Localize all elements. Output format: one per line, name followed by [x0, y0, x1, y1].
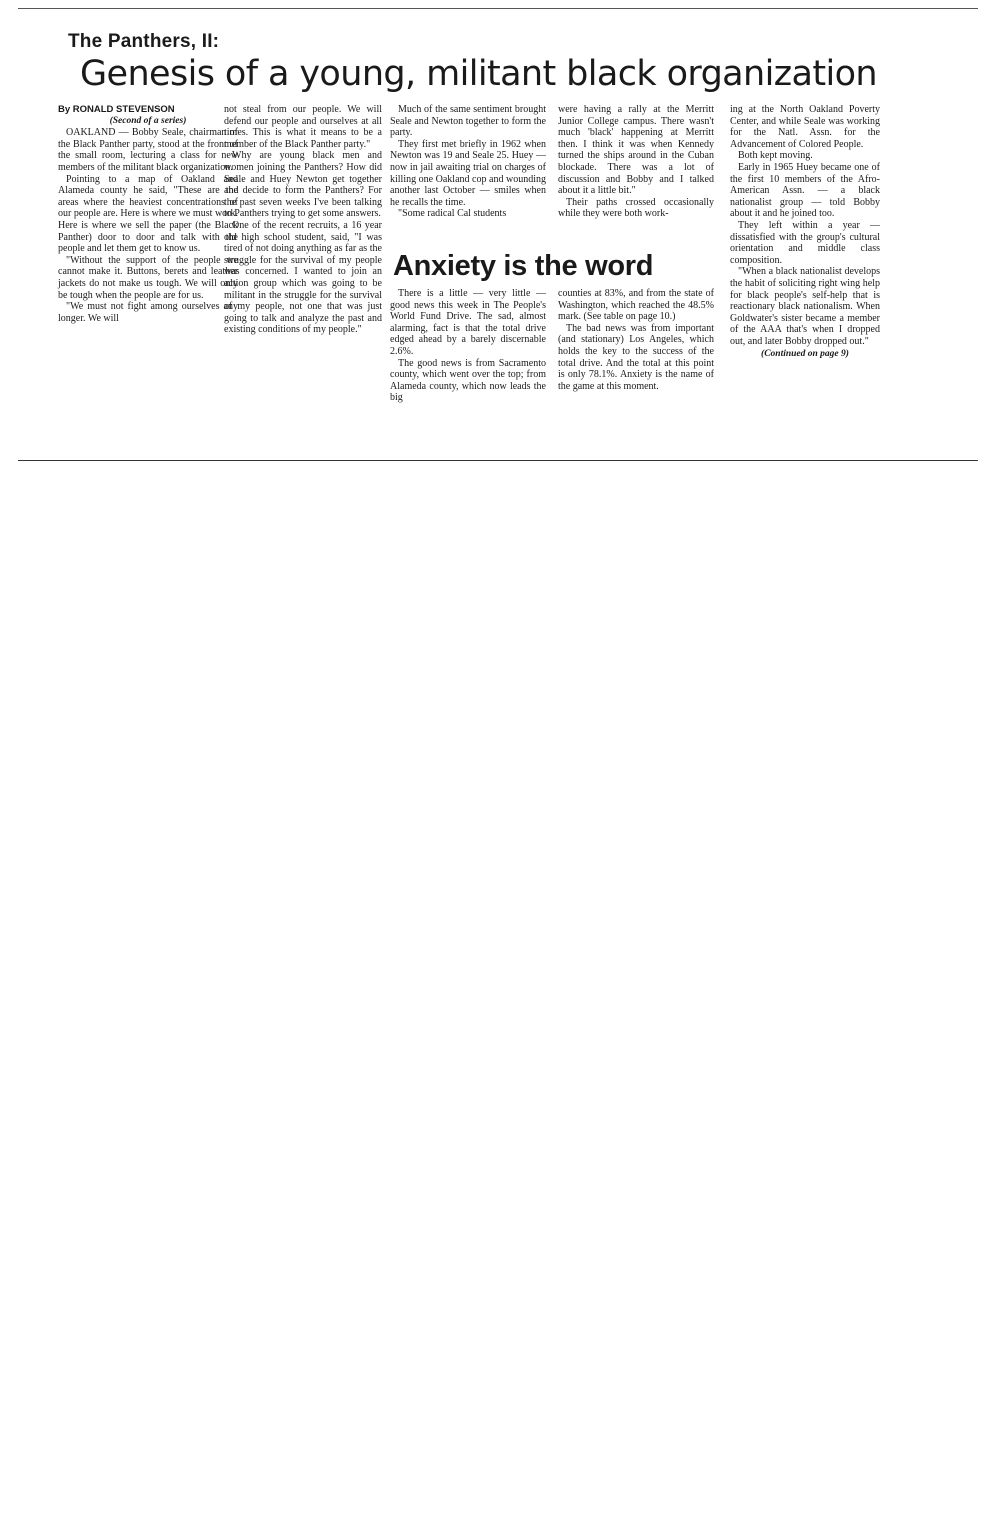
- paragraph: Much of the same sentiment brought Seale and Newton together to form the party.: [390, 104, 546, 139]
- kicker: The Panthers, II:: [68, 31, 220, 52]
- paragraph: "Some radical Cal students: [398, 208, 507, 220]
- paragraph: ing at the North Oakland Poverty Center, and while Seale was working for the Natl. Assn. for the Advancement of Colored People.: [730, 104, 880, 150]
- continued-note: (Continued on page 9): [761, 349, 849, 360]
- paragraph: Both kept moving.: [738, 150, 813, 162]
- paragraph: "When a black nationalist develops the habit of soliciting right wing help for black people's self-help that is reactionary black nationalism. When Goldwater's sister became a member of the AAA that's when I dropped out, and later Bobby dropped out.": [730, 266, 880, 347]
- article-column-1: [58, 104, 238, 324]
- paragraph: There is a little — very little — good news this week in The People's World Fund Drive. The sad, almost alarming, fact is that the total drive edged ahead by a barely discernable 2.6%.: [390, 288, 546, 357]
- paragraph: Their paths crossed occasionally while they were both work-: [558, 196, 714, 220]
- paragraph: Why are young black men and women joining the Panthers? How did Seale and Huey Newton get together and decide to form the Panthers? For the past seven weeks I've been talking to Panthers trying to get some answers.: [224, 150, 382, 220]
- article-column-3: [390, 104, 546, 220]
- newspaper-clipping: [18, 6, 978, 464]
- paragraph: were having a rally at the Merritt Junior College campus. There wasn't much 'black' happening at Merritt then. I think it was when Kennedy turned the ships around in the Cuban blockade. There was a lot of discussion and Bobby and I talked about it a little bit.": [558, 104, 714, 197]
- paragraph: The bad news was from important (and stationary) Los Angeles, which holds the key to the success of the total drive. And the total at this point is only 78.1%. Anxiety is the name of the game at this moment.: [558, 322, 714, 392]
- paragraph: counties at 83%, and from the state of Washington, which reached the 48.5% mark. (See table on page 10.): [558, 288, 714, 323]
- paragraph: not steal from our people. We will defend our people and ourselves at all times. This is what it means to be a member of the Black Panther party.": [224, 104, 382, 150]
- top-rule: [18, 8, 978, 9]
- headline: Genesis of a young, militant black organization: [80, 54, 878, 94]
- paragraph: "Without the support of the people we cannot make it. Buttons, berets and leather jackets do not make us tough. We will only be tough when the people are for us.: [58, 254, 238, 301]
- bottom-rule: [18, 460, 978, 461]
- paragraph: Early in 1965 Huey became one of the first 10 members of the Afro-American Assn. — a black nationalist group — told Bobby about it and he joined too.: [730, 161, 880, 220]
- paragraph: "We must not fight among ourselves any longer. We will: [58, 301, 238, 324]
- article-column-4: [558, 104, 714, 220]
- paragraph: They first met briefly in 1962 when Newton was 19 and Seale 25. Huey — now in jail awaiting trial on charges of killing one Oakland cop and wounding another last October — smiles when he recalls the time.: [390, 138, 546, 208]
- sidebar-column-1: [390, 288, 546, 404]
- paragraph: They left within a year — dissatisfied with the group's cultural orientation and middle class composition.: [730, 219, 880, 266]
- paragraph: OAKLAND — Bobby Seale, chairman of the Black Panther party, stood at the front of the small room, lecturing a class for new members of the militant black organization.: [58, 127, 238, 173]
- series-note: (Second of a series): [109, 115, 187, 126]
- paragraph: One of the recent recruits, a 16 year old high school student, said, "I was tired of not doing anything as far as the struggle for the survival of my people was concerned. I wanted to join an action group which was going to be militant in the struggle for the survival of my people, not one that was just going to talk and analyze the past and existing conditions of my people.": [224, 219, 382, 336]
- sidebar-column-2: [558, 288, 714, 392]
- article-column-5: [730, 104, 880, 361]
- byline: By RONALD STEVENSON: [58, 104, 175, 115]
- sidebar-headline: Anxiety is the word: [393, 250, 654, 282]
- article-column-2: [224, 104, 382, 336]
- paragraph: Pointing to a map of Oakland and Alameda county he said, "These are the areas where the heaviest concentrations of our people are. Here is where we must work. Here is where we sell the paper (the Black Panther) door to door and talk with the people and let them get to know us.: [58, 173, 238, 255]
- cropped-text-strip: [138, 10, 898, 20]
- paragraph: The good news is from Sacramento county, which went over the top; from Alameda county, which now leads the big: [390, 357, 546, 404]
